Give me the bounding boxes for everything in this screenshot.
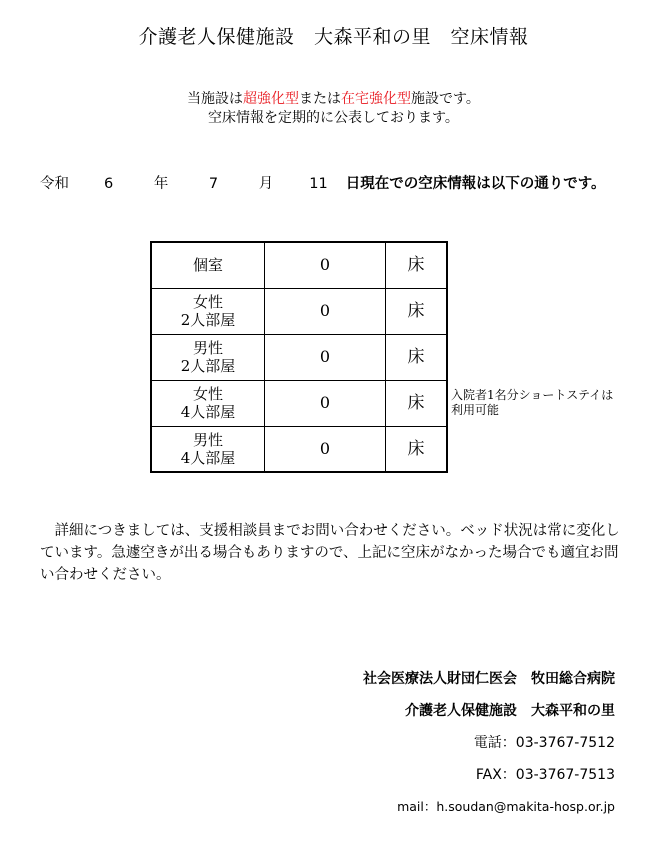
fax-number: FAX：03-3767-7513 bbox=[475, 767, 615, 783]
facility-type-super-enhanced: 超強化型 bbox=[243, 91, 300, 107]
short-stay-note: 入院者1名分ショートステイは利用可能 bbox=[451, 388, 614, 417]
facility-type-home-enhanced: 在宅強化型 bbox=[341, 91, 412, 107]
room-gender-label: 男性 bbox=[192, 430, 223, 449]
date-suffix: 日現在での空床情報は以下の通りです。 bbox=[345, 176, 606, 192]
vacancy-table bbox=[150, 241, 448, 473]
bed-count-cell: 0 bbox=[265, 426, 386, 472]
date-line bbox=[40, 172, 606, 193]
phone-number: 電話：03-3767-7512 bbox=[473, 735, 615, 751]
date-era: 令和 bbox=[40, 176, 69, 192]
page-title: 介護老人保健施設 大森平和の里 空床情報 bbox=[138, 26, 529, 48]
room-gender-label: 女性 bbox=[192, 385, 223, 403]
table-row bbox=[151, 334, 447, 380]
bed-count-cell: 0 bbox=[265, 242, 386, 288]
date-year-unit: 年 bbox=[153, 176, 169, 192]
room-gender-label: 男性 bbox=[192, 339, 223, 357]
facility-name: 介護老人保健施設 大森平和の里 bbox=[405, 703, 615, 719]
vacancy-table-body bbox=[151, 242, 447, 472]
intro-suffix: 施設です。 bbox=[411, 91, 480, 107]
bed-unit-cell: 床 bbox=[386, 380, 448, 426]
room-type-cell bbox=[151, 334, 265, 380]
intro-line-2: 空床情報を定期的に公表しております。 bbox=[208, 110, 459, 126]
intro-conjunction: または bbox=[299, 91, 342, 107]
room-type-label: 2人部屋 bbox=[180, 357, 236, 375]
room-type-label: 2人部屋 bbox=[180, 311, 236, 329]
room-type-label: 4人部屋 bbox=[180, 403, 236, 421]
intro-line-1 bbox=[0, 90, 667, 109]
table-row bbox=[151, 242, 447, 288]
bed-unit-cell: 床 bbox=[386, 426, 448, 472]
date-month: 7 bbox=[208, 176, 219, 192]
bed-unit-cell: 床 bbox=[386, 288, 448, 334]
bed-unit-cell: 床 bbox=[386, 334, 448, 380]
email-address: mail：h.soudan@makita-hosp.or.jp bbox=[397, 799, 615, 814]
room-type-cell bbox=[151, 288, 265, 334]
room-type-cell bbox=[151, 380, 265, 426]
date-day: 11 bbox=[309, 176, 328, 192]
room-type-label: 4人部屋 bbox=[180, 448, 236, 467]
bed-count-cell: 0 bbox=[265, 334, 386, 380]
intro-text bbox=[0, 90, 667, 128]
organization-name: 社会医療法人財団仁医会 牧田総合病院 bbox=[363, 671, 615, 687]
table-row bbox=[151, 426, 447, 472]
date-year: 6 bbox=[103, 176, 114, 192]
details-paragraph: 詳細につきましては、支援相談員までお問い合わせください。ベッド状況は常に変化しています。急遽空きが出る場合もありますので、上記に空床がなかった場合でも適宜お問い合わせください。 bbox=[40, 523, 620, 583]
contact-footer bbox=[363, 663, 615, 823]
room-gender-label: 女性 bbox=[192, 293, 223, 311]
bed-count-cell: 0 bbox=[265, 380, 386, 426]
table-row bbox=[151, 380, 447, 426]
bed-count-cell: 0 bbox=[265, 288, 386, 334]
room-type-cell bbox=[151, 426, 265, 472]
intro-prefix: 当施設は bbox=[187, 91, 244, 107]
room-type-cell bbox=[151, 242, 265, 288]
bed-unit-cell: 床 bbox=[386, 242, 448, 288]
date-month-unit: 月 bbox=[258, 176, 274, 192]
room-type-label: 個室 bbox=[192, 256, 223, 275]
table-row bbox=[151, 288, 447, 334]
